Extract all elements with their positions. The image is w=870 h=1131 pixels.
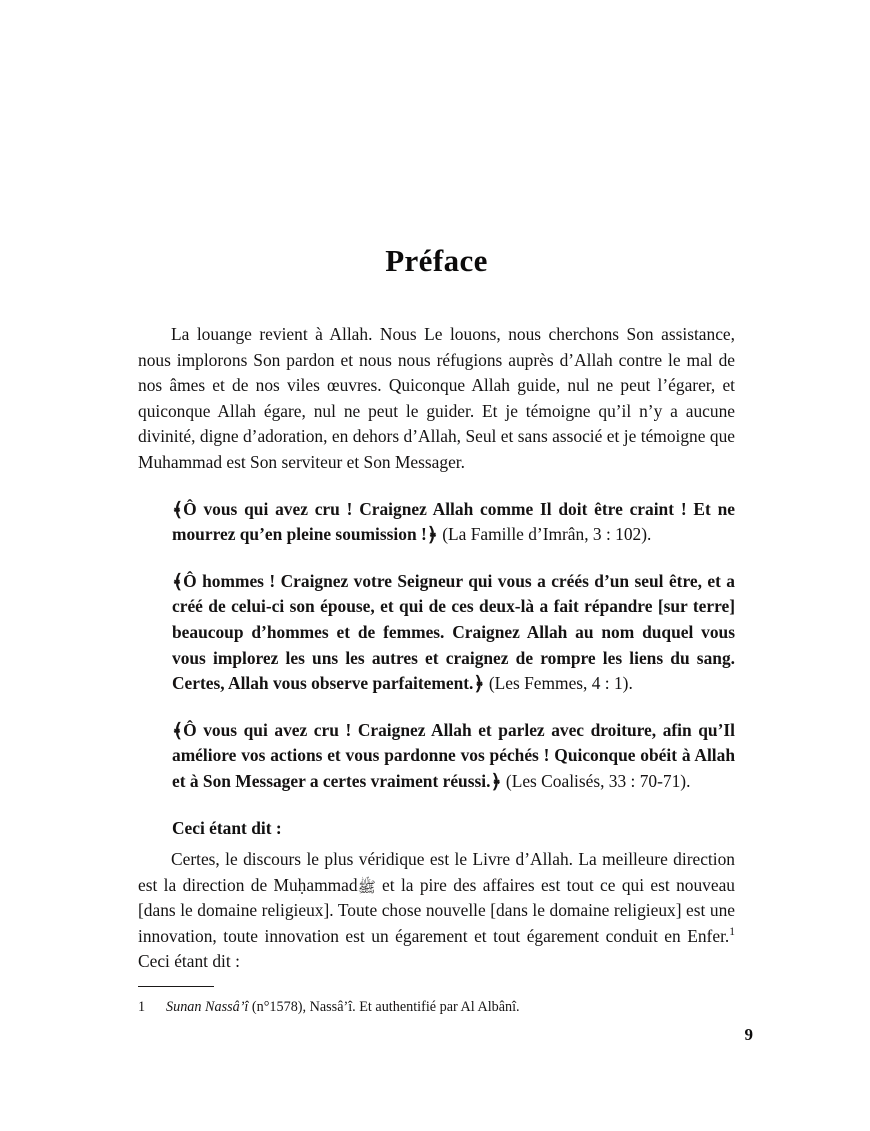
footnote-source-title: Sunan Nassâ’î	[166, 999, 249, 1015]
sub-heading: Ceci étant dit :	[172, 817, 282, 838]
footnote-area	[138, 986, 735, 1017]
quotation-reference: (Les Femmes, 4 : 1).	[484, 673, 633, 694]
footnote-text	[166, 998, 735, 1017]
ornate-open-bracket-icon: ﴾	[172, 571, 184, 593]
opening-paragraph: La louange revient à Allah. Nous Le louons, nous cherchons Son assistance, nous implorons Son pardon et nous nous réfugions auprès d’Allah contre le mal de nos âmes et de nos viles œuvres. Quiconque Allah guide, nul ne peut l’égarer, et quiconque Allah égare, nul ne peut le guider. Et je témoigne qu’il n’y a aucune divinité, digne d’adoration, en dehors d’Allah, Seul et sans associé et je témoigne que Muhammad est Son serviteur et Son Messager.	[138, 324, 735, 472]
closing-paragraph	[138, 847, 735, 975]
ornate-close-bracket-icon: ﴿	[426, 525, 438, 547]
footnote-reference-marker[interactable]: 1	[729, 926, 735, 939]
quotation-verse: Ô vous qui avez cru ! Craignez Allah et parlez avec droiture, afin qu’Il améliore vos actions et vous pardonne vos péchés ! Quiconque obéit à Allah et à Son Messager a certes vraiment réussi.	[172, 719, 735, 791]
quotation-reference: (Les Coalisés, 33 : 70-71).	[501, 770, 691, 791]
ornate-close-bracket-icon: ﴿	[490, 771, 502, 793]
page-title: Préface	[385, 243, 488, 278]
closing-text-part1: Certes, le discours le plus véridique est le Livre d’Allah. La meilleure direction est la direction de Muḥammad	[138, 849, 735, 895]
pbuh-glyph-icon: ﷺ	[357, 879, 376, 896]
quotation-verse: Ô hommes ! Craignez votre Seigneur qui vous a créés d’un seul être, et a créé de celui-ci son épouse, et qui de ces deux-là a fait répandre [sur terre] beaucoup d’hommes et de femmes. Craignez Allah au nom duquel vous vous implorez les uns les autres et craignez de rompre les liens du sang. Certes, Allah vous observe parfaitement.	[172, 570, 735, 694]
footnote-separator-rule	[138, 986, 214, 987]
footnote-number: 1	[138, 999, 146, 1015]
quotation-reference: (La Famille d’Imrân, 3 : 102).	[437, 524, 652, 545]
ornate-close-bracket-icon: ﴿	[473, 674, 485, 696]
footnote-entry	[138, 998, 735, 1017]
quotation-verse: Ô vous qui avez cru ! Craignez Allah comme Il doit être craint ! Et ne mourrez qu’en pleine soumission !	[172, 498, 735, 545]
quran-quotation-3	[138, 718, 735, 795]
quran-quotation-2	[138, 569, 735, 697]
ornate-open-bracket-icon: ﴾	[172, 499, 184, 521]
quran-quotation-1	[138, 497, 735, 548]
ornate-open-bracket-icon: ﴾	[172, 720, 184, 742]
closing-text-part3: Ceci étant dit :	[138, 951, 240, 972]
footnote-source-detail: (n°1578), Nassâ’î. Et authentifié par Al Albânî.	[248, 999, 520, 1015]
page-number: 9	[744, 1025, 753, 1044]
closing-text-part2: et la pire des affaires est tout ce qui est nouveau [dans le domaine religieux]. Toute chose nouvelle [dans le domaine religieux] est une innovation, toute innovation est un égarement et tout égarement conduit en Enfer.	[138, 874, 735, 946]
page-content	[138, 0, 735, 975]
